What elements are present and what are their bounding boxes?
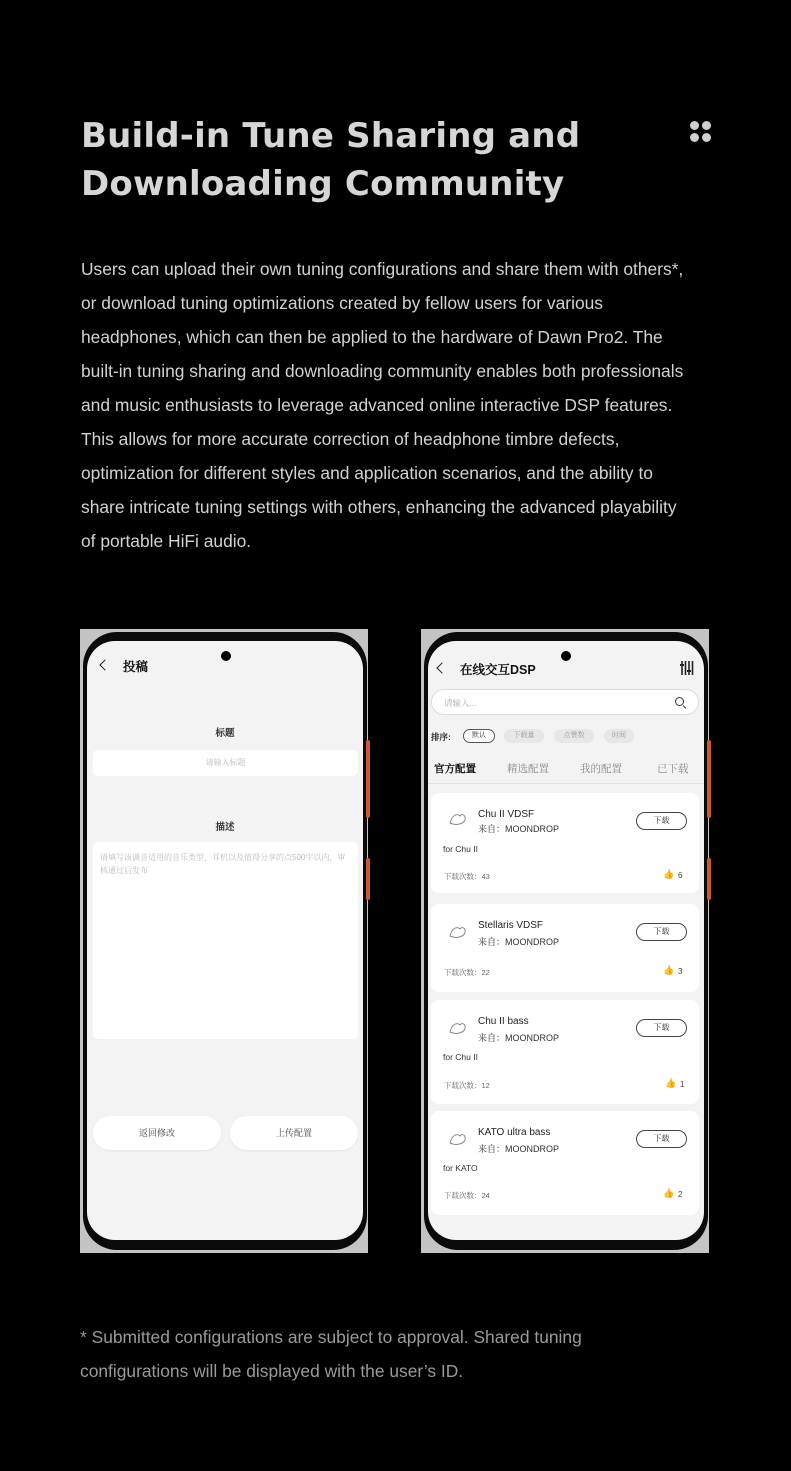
download-button[interactable]: 下载 — [636, 1130, 687, 1148]
desc-label: 描述 — [215, 822, 235, 833]
like-count: 2 — [678, 1190, 683, 1199]
download-button[interactable]: 下载 — [636, 1019, 687, 1037]
front-camera — [221, 651, 231, 661]
search-icon[interactable] — [675, 697, 686, 708]
title-input[interactable]: 请输入标题 — [93, 750, 358, 776]
body-line: of portable HiFi audio. — [81, 531, 252, 551]
config-name: Chu II bass — [478, 1016, 529, 1027]
back-edit-button[interactable]: 返回修改 — [93, 1116, 221, 1150]
phone-side-button — [707, 740, 711, 818]
tab-downloaded[interactable]: 已下载 — [657, 763, 689, 775]
config-for: for Chu II — [443, 1052, 478, 1062]
back-chevron-icon[interactable] — [99, 659, 110, 670]
moondrop-logo-icon — [448, 811, 468, 827]
phone-side-button — [366, 740, 370, 818]
like-count: 3 — [678, 967, 683, 976]
config-card[interactable] — [431, 1000, 699, 1104]
screen-title: 在线交互DSP — [460, 663, 536, 677]
page-title — [81, 112, 641, 208]
config-source: 来自：MOONDROP — [478, 1144, 560, 1154]
thumbs-up-icon[interactable]: 👍 — [665, 1078, 677, 1088]
screen-title: 投稿 — [123, 660, 149, 674]
sort-default[interactable]: 默认 — [463, 729, 495, 743]
config-for: for KATO — [443, 1163, 478, 1173]
search-placeholder: 请输入... — [444, 698, 477, 708]
config-source: 来自：MOONDROP — [478, 1033, 560, 1043]
config-for: for Chu II — [443, 844, 478, 854]
config-name: Chu II VDSF — [478, 809, 535, 820]
submit-screen — [87, 641, 363, 1240]
tab-featured[interactable]: 精选配置 — [507, 763, 549, 775]
body-line: Users can upload their own tuning configurations and share them with others*, — [81, 259, 684, 279]
moondrop-logo-icon — [448, 1020, 468, 1036]
thumbs-up-icon[interactable]: 👍 — [663, 1188, 675, 1198]
upload-config-button[interactable]: 上传配置 — [230, 1116, 358, 1150]
config-card[interactable] — [431, 904, 699, 992]
footnote-line: configurations will be displayed with the user’s ID. — [80, 1361, 464, 1381]
sort-downloads[interactable]: 下载量 — [504, 729, 544, 743]
download-count: 下载次数：43 — [444, 872, 490, 881]
body-line: or download tuning optimizations created by fellow users for various — [81, 293, 603, 313]
description-input[interactable]: 请填写该调音适用的音乐类型、耳机以及值得分享的点500字以内，审核通过后发布 — [93, 842, 358, 1039]
tab-mine[interactable]: 我的配置 — [580, 763, 622, 775]
search-input[interactable] — [431, 689, 699, 715]
config-card[interactable] — [431, 793, 699, 893]
download-count: 下载次数：12 — [444, 1081, 490, 1090]
body-line: built-in tuning sharing and downloading community enables both professionals — [81, 361, 684, 381]
online-dsp-screen — [428, 641, 704, 1240]
front-camera — [561, 651, 571, 661]
moondrop-logo-icon — [448, 1131, 468, 1147]
like-count: 1 — [680, 1080, 685, 1089]
phone-side-button — [366, 858, 370, 900]
title-line-1: Build-in Tune Sharing and — [81, 116, 581, 156]
title-line-2: Downloading Community — [81, 164, 565, 204]
config-source: 来自：MOONDROP — [478, 937, 560, 947]
body-line: optimization for different styles and application scenarios, and the ability to — [81, 463, 653, 483]
config-name: KATO ultra bass — [478, 1127, 551, 1138]
footnote — [80, 1320, 640, 1388]
body-line: This allows for more accurate correction of headphone timbre defects, — [81, 429, 620, 449]
thumbs-up-icon[interactable]: 👍 — [663, 869, 675, 879]
moondrop-logo-icon — [448, 924, 468, 940]
config-card[interactable] — [431, 1111, 699, 1215]
four-dots-icon — [690, 121, 712, 143]
config-source: 来自：MOONDROP — [478, 824, 560, 834]
body-line: and music enthusiasts to leverage advanced online interactive DSP features. — [81, 395, 673, 415]
download-button[interactable]: 下载 — [636, 812, 687, 830]
sort-time[interactable]: 时间 — [604, 729, 634, 743]
tab-official[interactable]: 官方配置 — [434, 763, 476, 775]
body-line: headphones, which can then be applied to the hardware of Dawn Pro2. The — [81, 327, 663, 347]
thumbs-up-icon[interactable]: 👍 — [663, 965, 675, 975]
body-line: share intricate tuning settings with others, enhancing the advanced playability — [81, 497, 677, 517]
description-paragraph — [81, 252, 721, 558]
equalizer-icon[interactable] — [680, 660, 694, 676]
footnote-line: * Submitted configurations are subject to approval. Shared tuning — [80, 1327, 582, 1347]
back-chevron-icon[interactable] — [436, 662, 447, 673]
like-count: 6 — [678, 871, 683, 880]
tabs-divider — [428, 783, 704, 784]
download-count: 下载次数：24 — [444, 1191, 490, 1200]
sort-likes[interactable]: 点赞数 — [554, 729, 594, 743]
phone-side-button — [707, 858, 711, 900]
sort-label: 排序: — [431, 732, 451, 742]
download-button[interactable]: 下载 — [636, 923, 687, 941]
config-name: Stellaris VDSF — [478, 920, 544, 931]
title-label: 标题 — [215, 728, 235, 739]
download-count: 下载次数：22 — [444, 968, 490, 977]
